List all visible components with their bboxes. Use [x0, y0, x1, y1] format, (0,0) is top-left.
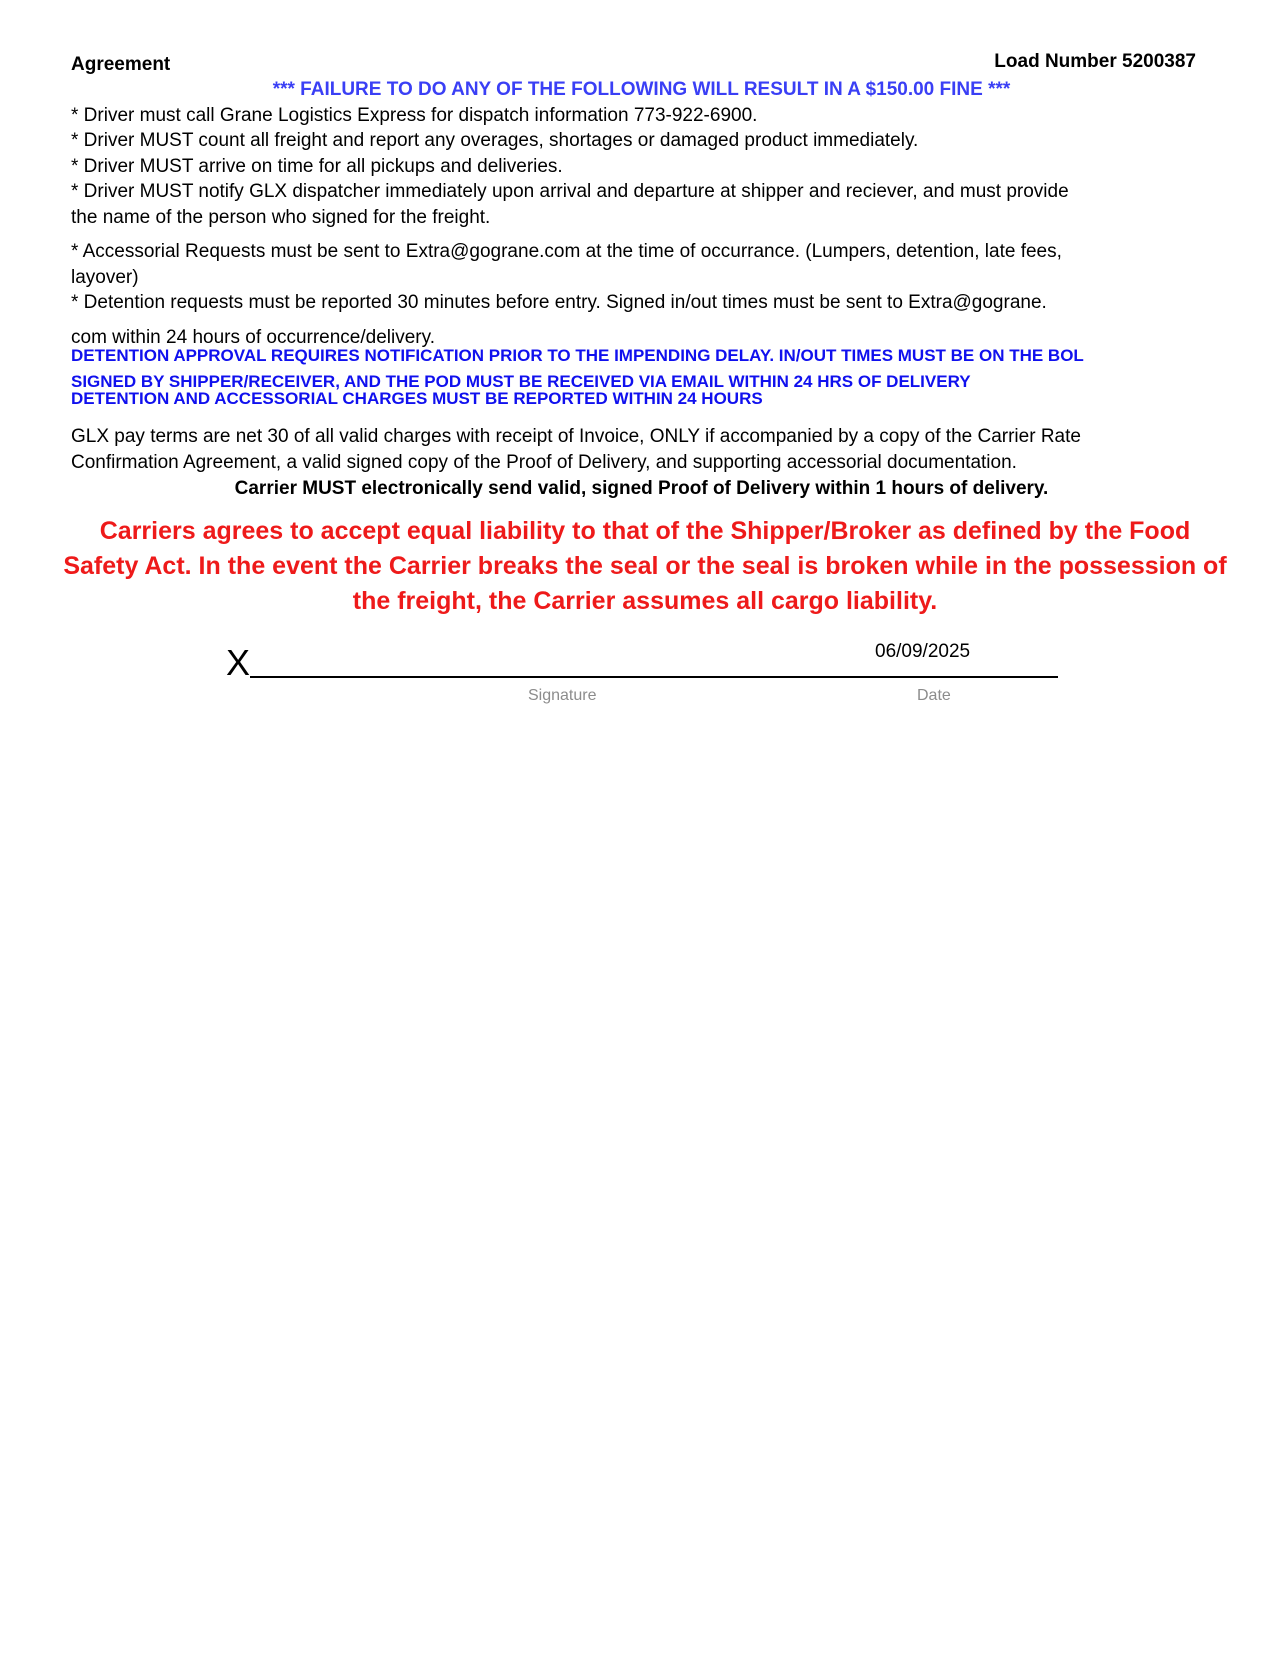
pod-requirement: Carrier MUST electronically send valid, signed Proof of Delivery within 1 hours of delivery. [234, 478, 1049, 499]
liability-statement: Carriers agrees to accept equal liability to that of the Shipper/Broker as defined by the Food Safety Act. In the event the Carrier breaks the seal or the seal is broken while in the possession of the freight, the Carrier assumes all cargo liability. [63, 517, 1227, 615]
rule-notify-dispatcher-cont: the name of the person who signed for the freight. [71, 207, 491, 228]
signature-x-mark: X [226, 642, 251, 683]
rule-detention-requests-cont: com within 24 hours of occurrence/delivery. [71, 327, 435, 348]
rule-detention-requests: * Detention requests must be reported 30 minutes before entry. Signed in/out times must be sent to Extra@gograne. [71, 292, 1047, 313]
detention-notice-line-2: SIGNED BY SHIPPER/RECEIVER, AND THE POD MUST BE RECEIVED VIA EMAIL WITHIN 24 HRS OF DELIVERY [71, 372, 971, 391]
pay-terms-line-1: GLX pay terms are net 30 of all valid charges with receipt of Invoice, ONLY if accompanied by a copy of the Carrier Rate [71, 426, 1081, 447]
rule-arrive-on-time: * Driver MUST arrive on time for all pickups and deliveries. [71, 156, 563, 177]
detention-notice-line-1: DETENTION APPROVAL REQUIRES NOTIFICATION PRIOR TO THE IMPENDING DELAY. IN/OUT TIMES MUST BE ON THE BOL [71, 346, 1084, 365]
signature-line[interactable] [250, 676, 1058, 678]
signature-caption: Signature [528, 687, 597, 704]
fine-warning: *** FAILURE TO DO ANY OF THE FOLLOWING WILL RESULT IN A $150.00 FINE *** [272, 79, 1011, 100]
rule-accessorial-requests: * Accessorial Requests must be sent to Extra@gograne.com at the time of occurrance. (Lumpers, detention, late fees, [71, 241, 1062, 262]
load-number: Load Number 5200387 [994, 51, 1196, 72]
detention-notice-line-3: DETENTION AND ACCESSORIAL CHARGES MUST BE REPORTED WITHIN 24 HOURS [71, 389, 763, 408]
rule-notify-dispatcher: * Driver MUST notify GLX dispatcher immediately upon arrival and departure at shipper and reciever, and must provide [71, 181, 1069, 202]
rule-count-freight: * Driver MUST count all freight and report any overages, shortages or damaged product immediately. [71, 130, 919, 151]
agreement-title: Agreement [71, 54, 171, 75]
signature-date: 06/09/2025 [875, 641, 971, 662]
rule-dispatch-call: * Driver must call Grane Logistics Express for dispatch information 773-922-6900. [71, 105, 758, 126]
rule-accessorial-requests-cont: layover) [71, 267, 139, 288]
date-caption: Date [917, 687, 951, 704]
pay-terms-line-2: Confirmation Agreement, a valid signed copy of the Proof of Delivery, and supporting accessorial documentation. [71, 452, 1017, 473]
